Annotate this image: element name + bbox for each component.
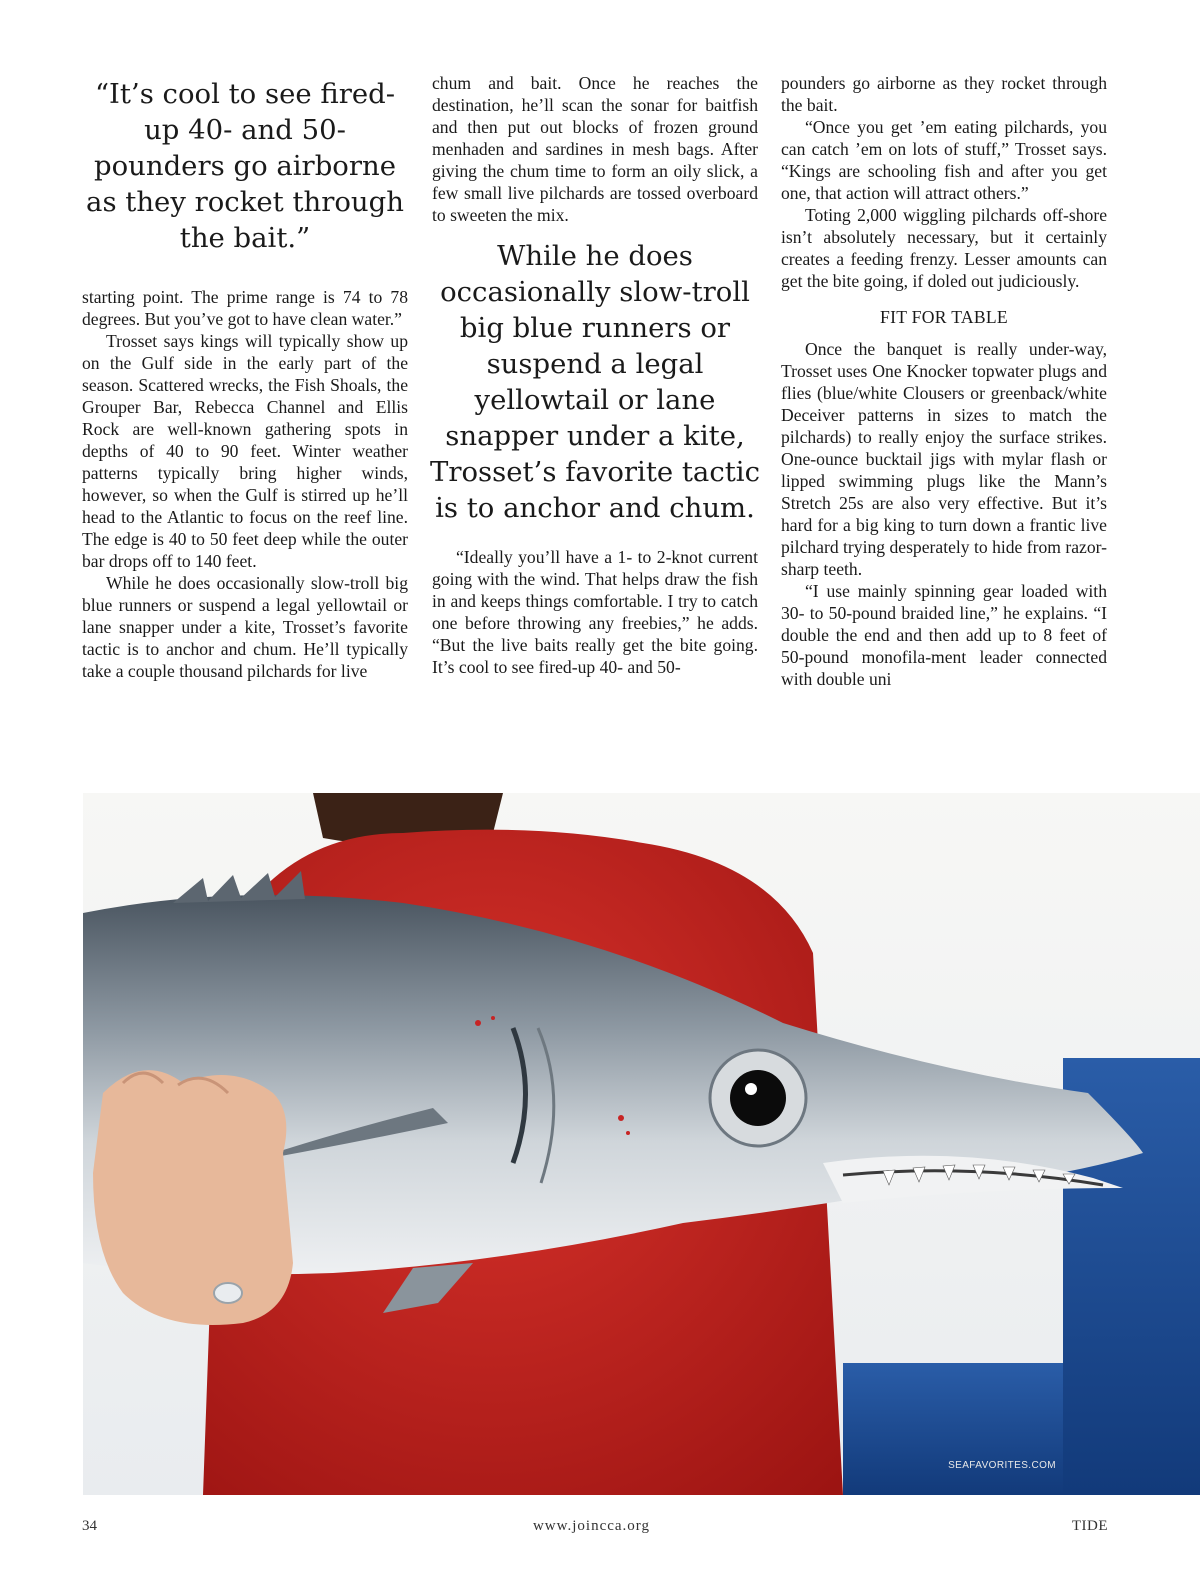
section-subhead: FIT FOR TABLE: [880, 307, 1008, 327]
paragraph: While he does occasionally slow-troll big blue runners or suspend a legal yellowtail or lane snapper under a kite, Trosset’s favorite tactic is to anchor and chum. He’ll typically take a couple thousand pilchards for live: [82, 573, 408, 681]
article-column-1: [82, 72, 408, 682]
website-url: www.joincca.org: [532, 1518, 651, 1534]
photo-illustration: [83, 793, 1200, 1495]
paragraph: Trosset says kings will typically show up on the Gulf side in the early part of the season. Scattered wrecks, the Fish Shoals, the Grouper Bar, Rebecca Channel and Ellis Rock are well-known gathering spots in depths of 40 to 90 feet. Winter weather patterns typically bring higher winds, however, so when the Gulf is stirred up he’ll head to the Atlantic to focus on the reef line. The edge is 40 to 50 feet deep while the outer bar drops off to 140 feet.: [82, 331, 408, 571]
paragraph: starting point. The prime range is 74 to 78 degrees. But you’ve got to have clean water.”: [82, 287, 408, 329]
paragraph: chum and bait. Once he reaches the destination, he’ll scan the sonar for baitfish and then put out blocks of frozen ground menhaden and sardines in mesh bags. After giving the chum time to form an oily slick, a few small live pilchards are tossed overboard to sweeten the mix.: [432, 73, 758, 225]
pull-quote-1: “It’s cool to see fired-up 40- and 50-pounders go airborne as they rocket through the bait.”: [86, 78, 404, 254]
paragraph: pounders go airborne as they rocket through the bait.: [781, 73, 1107, 115]
photo-credit: SEAFAVORITES.COM: [948, 1460, 1056, 1471]
article-column-2: [432, 72, 758, 678]
paragraph: Once the banquet is really under-way, Trosset uses One Knocker topwater plugs and flies (blue/white Clousers or greenback/white Deceiver patterns in sizes to match the pilchards) to really enjoy the surface strikes. One-ounce bucktail jigs with mylar flash or lipped swimming plugs like the Mann’s Stretch 25s are also very effective. But it’s hard for a big king to turn down a frantic live pilchard trying desperately to hide from razor-sharp teeth.: [781, 339, 1107, 579]
page-number: 34: [82, 1518, 97, 1534]
magazine-name: TIDE: [1071, 1518, 1108, 1534]
paragraph: “I use mainly spinning gear loaded with 30- to 50-pound braided line,” he explains. “I double the end and then add up to 8 feet of 50-pound monofila-ment leader connected with double uni: [781, 581, 1107, 689]
paragraph: “Ideally you’ll have a 1- to 2-knot current going with the wind. That helps draw the fish in and keeps things comfortable. I try to catch one before throwing any freebies,” he adds. “But the live baits really get the bite going. It’s cool to see fired-up 40- and 50-: [432, 547, 758, 677]
king-mackerel-photo: [83, 793, 1200, 1495]
paragraph: Toting 2,000 wiggling pilchards off-shore isn’t absolutely necessary, but it certainly creates a feeding frenzy. Lesser amounts can get the bite going, if doled out judiciously.: [781, 205, 1107, 291]
pull-quote-2: While he does occasionally slow-troll big blue runners or suspend a legal yellowtail or lane snapper under a kite, Trosset’s favorite tactic is to anchor and chum.: [430, 240, 760, 524]
paragraph: “Once you get ’em eating pilchards, you can catch ’em on lots of stuff,” Trosset says. “Kings are schooling fish and after you get one, that action will attract others.”: [781, 117, 1107, 203]
article-column-3: [781, 72, 1107, 690]
